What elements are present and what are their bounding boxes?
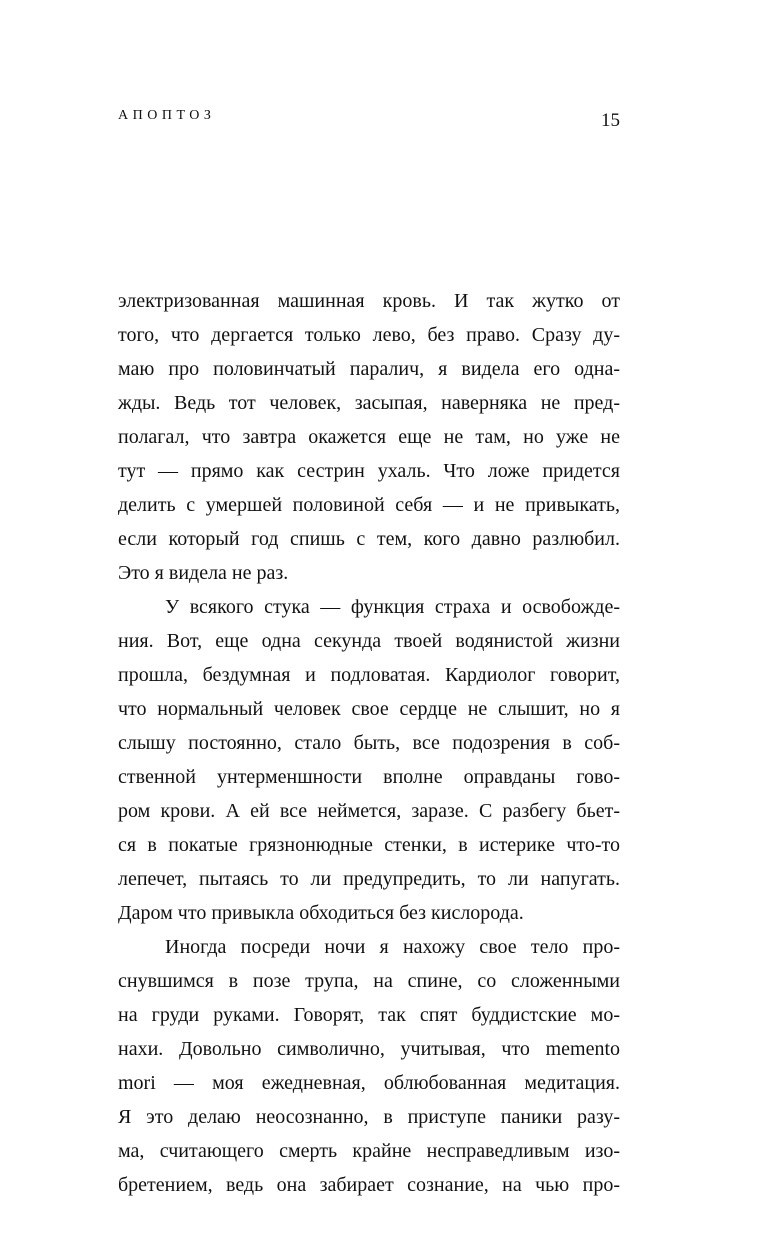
text-line: ся в покатые грязнонюдные стенки, в истерике что-то: [118, 834, 620, 856]
text-line: жды. Ведь тот человек, засыпая, наверняка не пред-: [118, 392, 620, 414]
text-line: тут — прямо как сестрин ухаль. Что ложе придется: [118, 460, 620, 482]
text-line: прошла, бездумная и подловатая. Кардиолог говорит,: [118, 664, 620, 686]
text-line: слышу постоянно, стало быть, все подозрения в соб-: [118, 732, 620, 754]
text-line: ром крови. А ей все неймется, заразе. С разбегу бьет-: [118, 800, 620, 822]
body-text: [118, 284, 620, 1202]
text-line: полагал, что завтра окажется еще не там, но уже не: [118, 426, 620, 448]
page-number: 15: [601, 110, 620, 131]
text-line: на груди руками. Говорят, так спят буддистские мо-: [118, 1004, 620, 1026]
text-line: маю про половинчатый паралич, я видела его одна-: [118, 358, 620, 380]
text-line: что нормальный человек свое сердце не слышит, но я: [118, 698, 620, 720]
text-line: Я это делаю неосознанно, в приступе паники разу-: [118, 1106, 620, 1128]
text-line: нахи. Довольно символично, учитывая, что memento: [118, 1038, 620, 1060]
text-line: Даром что привыкла обходиться без кислорода.: [118, 902, 524, 924]
text-line: бретением, ведь она забирает сознание, на чью про-: [118, 1174, 620, 1196]
running-title: АПОПТОЗ: [118, 108, 216, 123]
text-line: делить с умершей половиной себя — и не привыкать,: [118, 494, 620, 516]
text-line: лепечет, пытаясь то ли предупредить, то ли напугать.: [118, 868, 620, 890]
text-line: mori — моя ежедневная, облюбованная медитация.: [118, 1072, 620, 1094]
text-line: того, что дергается только лево, без право. Сразу ду-: [118, 324, 620, 346]
text-line: Это я видела не раз.: [118, 562, 289, 584]
text-line: У всякого стука — функция страха и освобожде-: [165, 596, 620, 618]
text-line: Иногда посреди ночи я нахожу свое тело про-: [165, 936, 620, 958]
text-line: ма, считающего смерть крайне несправедливым изо-: [118, 1140, 620, 1162]
text-line: ственной унтерменшности вполне оправданы гово-: [118, 766, 620, 788]
text-line: снувшимся в позе трупа, на спине, со сложенными: [118, 970, 620, 992]
text-line: электризованная машинная кровь. И так жутко от: [118, 290, 620, 312]
text-line: если который год спишь с тем, кого давно разлюбил.: [118, 528, 620, 550]
text-line: ния. Вот, еще одна секунда твоей водянистой жизни: [118, 630, 620, 652]
